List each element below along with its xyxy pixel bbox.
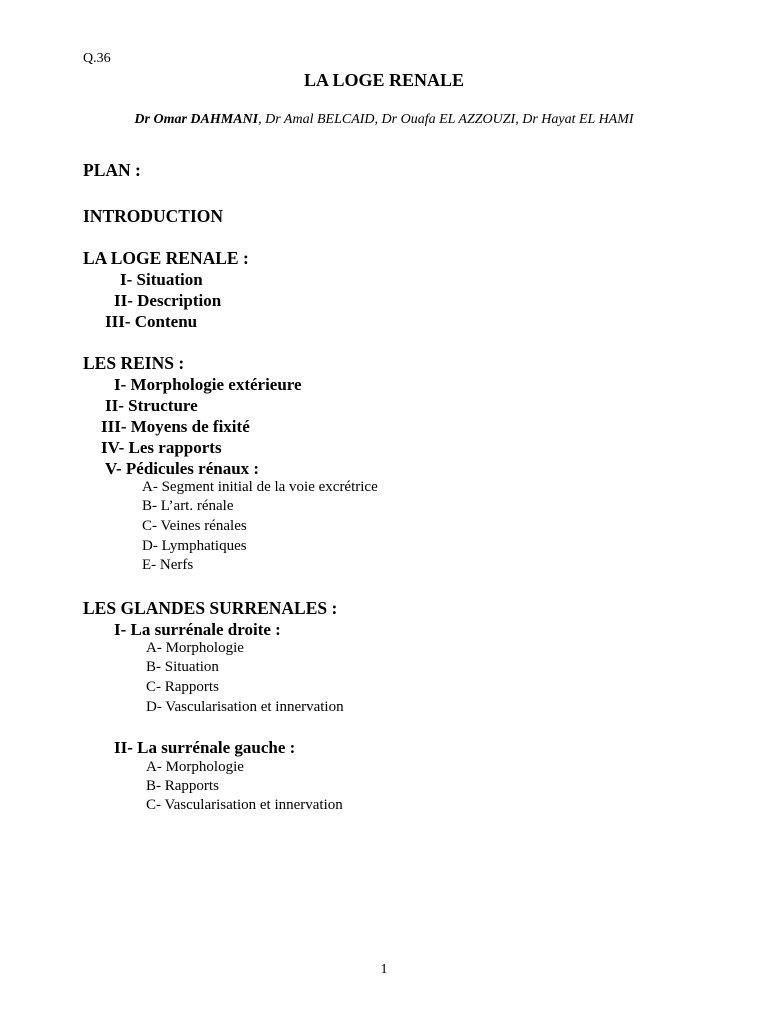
reins-subitem: A- Segment initial de la voie excrétrice (142, 479, 378, 495)
reins-subitem: D- Lymphatiques (142, 538, 247, 554)
reins-subitem: E- Nerfs (142, 557, 194, 573)
reins-heading: LES REINS : (83, 353, 185, 373)
glandes-heading: LES GLANDES SURRENALES : (83, 598, 338, 618)
page-title: LA LOGE RENALE (303, 70, 465, 90)
surrenale-droite-item: B- Situation (146, 659, 219, 675)
reins-item: II- Structure (105, 396, 198, 415)
introduction-heading: INTRODUCTION (83, 206, 224, 226)
question-ref: Q.36 (83, 51, 111, 66)
reins-item: IV- Les rapports (101, 438, 222, 457)
surrenale-gauche-item: C- Vascularisation et innervation (146, 797, 343, 813)
surrenale-droite-item: A- Morphologie (146, 640, 244, 656)
surrenale-droite-heading: I- La surrénale droite : (114, 620, 281, 639)
loge-item: I- Situation (120, 270, 203, 289)
loge-item: III- Contenu (105, 312, 198, 331)
surrenale-gauche-item: B- Rapports (146, 778, 219, 794)
reins-item: V- Pédicules rénaux : (105, 459, 260, 478)
surrenale-droite-item: C- Rapports (146, 679, 219, 695)
reins-item: I- Morphologie extérieure (114, 375, 302, 394)
page-number: 1 (380, 962, 388, 977)
loge-heading: LA LOGE RENALE : (83, 248, 249, 268)
reins-item: III- Moyens de fixité (101, 417, 250, 436)
surrenale-gauche-heading: II- La surrénale gauche : (114, 738, 296, 757)
lead-author: Dr Omar DAHMANI (134, 112, 259, 127)
loge-item: II- Description (114, 291, 222, 310)
co-authors: , Dr Amal BELCAID, Dr Ouafa EL AZZOUZI, Dr Hayat EL HAMI (258, 112, 634, 127)
surrenale-gauche-item: A- Morphologie (146, 759, 244, 775)
authors-line (0, 112, 768, 128)
reins-subitem: C- Veines rénales (142, 518, 247, 534)
reins-subitem: B- L’art. rénale (142, 498, 234, 514)
surrenale-droite-item: D- Vascularisation et innervation (146, 699, 344, 715)
plan-heading: PLAN : (83, 160, 141, 180)
